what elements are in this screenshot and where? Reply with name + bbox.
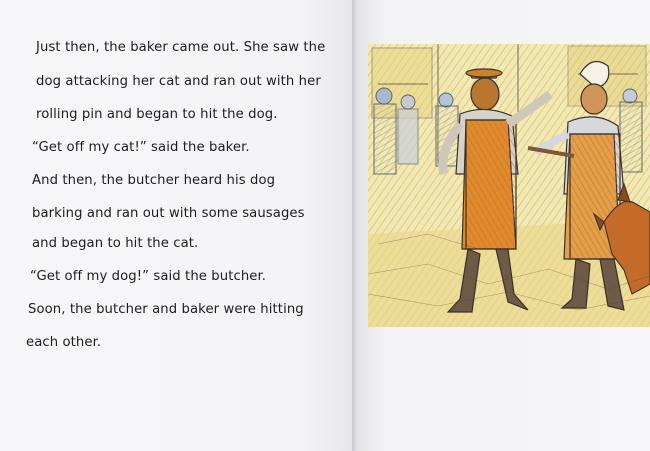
- story-line-7: and began to hit the cat.: [32, 236, 199, 251]
- story-line-2: dog attacking her cat and ran out with her: [36, 74, 321, 89]
- story-line-4: “Get off my cat!” said the baker.: [32, 140, 250, 155]
- story-line-10: each other.: [26, 335, 102, 350]
- story-line-1: Just then, the baker came out. She saw the: [36, 40, 326, 55]
- illustration: [368, 44, 650, 327]
- story-line-8: “Get off my dog!” said the butcher.: [30, 269, 267, 284]
- story-line-6: barking and ran out with some sausages: [32, 206, 305, 221]
- story-line-3: rolling pin and began to hit the dog.: [36, 107, 278, 122]
- story-line-9: Soon, the butcher and baker were hitting: [28, 302, 304, 317]
- story-line-5: And then, the butcher heard his dog: [32, 173, 276, 188]
